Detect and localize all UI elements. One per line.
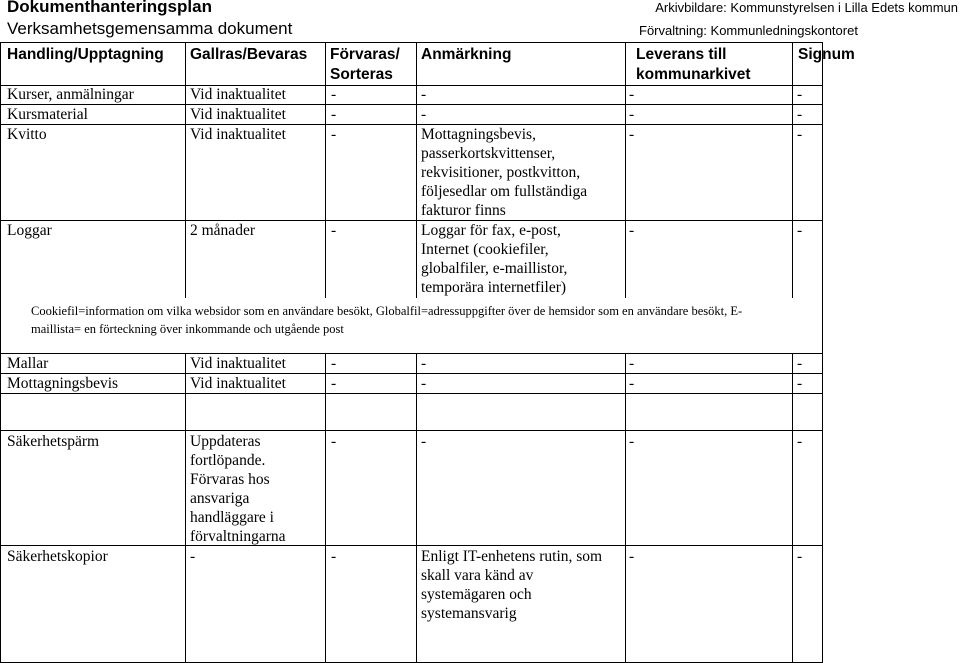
row-kursmaterial-signum: -	[797, 106, 803, 123]
row-sakerhetsparm-forvaras: -	[331, 433, 337, 450]
row-mallar-forvaras: -	[331, 355, 337, 372]
column-divider	[416, 42, 417, 298]
column-divider	[792, 353, 793, 663]
row-mottagningsbevis-handling: Mottagningsbevis	[7, 375, 119, 392]
anmarkning-line: Loggar för fax, e-post,	[421, 222, 561, 239]
row-sakerhetskopior-signum: -	[797, 548, 803, 565]
footnote-line-1: Cookiefil=information om vilka websidor som en användare besökt, Globalfil=adressuppgifter över de hemsidor som en användare besökt, E-	[31, 304, 743, 318]
row-sakerhetskopior-leverans: -	[629, 548, 635, 565]
document-title: Dokumenthanteringsplan	[7, 0, 212, 16]
gallras-line: Förvaras hos	[190, 471, 270, 488]
row-kursmaterial-forvaras: -	[331, 106, 337, 123]
row-sakerhetskopior-gallras: -	[190, 548, 196, 565]
document-subtitle: Verksamhetsgemensamma dokument	[7, 19, 293, 38]
row-sakerhetsparm-anmarkning: -	[421, 433, 427, 450]
row-mallar-handling: Mallar	[7, 355, 49, 372]
column-header-leverans: Leverans till	[636, 46, 727, 63]
column-divider	[625, 353, 626, 663]
row-mallar-gallras: Vid inaktualitet	[190, 355, 286, 372]
column-header-signum: Signum	[798, 46, 855, 63]
column-divider	[185, 353, 186, 663]
gallras-line: handläggare i	[190, 509, 274, 526]
row-kurser-gallras: Vid inaktualitet	[190, 86, 286, 103]
row-mallar-anmarkning: -	[421, 355, 427, 372]
gallras-line: Uppdateras	[190, 433, 261, 450]
anmarkning-line: Mottagningsbevis,	[421, 126, 536, 143]
row-sakerhetsparm-gallras	[190, 432, 286, 546]
row-kurser-handling: Kurser, anmälningar	[7, 86, 134, 103]
row-divider	[0, 220, 822, 221]
column-divider	[325, 353, 326, 663]
column-divider	[625, 42, 626, 298]
column-header-gallras: Gallras/Bevaras	[190, 46, 308, 63]
row-kurser-leverans: -	[629, 86, 635, 103]
row-loggar-signum: -	[797, 222, 803, 239]
row-divider	[0, 104, 822, 105]
column-header-forvaras-line2: Sorteras	[330, 66, 393, 83]
row-kurser-anmarkning: -	[421, 86, 427, 103]
row-kursmaterial-handling: Kursmaterial	[7, 106, 88, 123]
column-header-forvaras: Förvaras/	[330, 46, 400, 63]
row-divider	[0, 373, 822, 374]
row-kurser-signum: -	[797, 86, 803, 103]
column-divider	[325, 42, 326, 298]
anmarkning-line: systemansvarig	[421, 605, 517, 622]
gallras-line: förvaltningarna	[190, 528, 286, 545]
row-mottagningsbevis-leverans: -	[629, 375, 635, 392]
gallras-line: fortlöpande.	[190, 452, 266, 469]
row-kursmaterial-leverans: -	[629, 106, 635, 123]
row-kurser-forvaras: -	[331, 86, 337, 103]
column-header-handling: Handling/Upptagning	[7, 46, 164, 63]
anmarkning-line: Enligt IT-enhetens rutin, som	[421, 548, 603, 565]
column-divider	[416, 353, 417, 663]
anmarkning-line: systemägaren och	[421, 586, 532, 603]
anmarkning-line: skall vara känd av	[421, 567, 534, 584]
row-mottagningsbevis-anmarkning: -	[421, 375, 427, 392]
gallras-line: ansvariga	[190, 490, 250, 507]
column-header-anmarkning: Anmärkning	[421, 46, 512, 63]
row-sakerhetsparm-handling: Säkerhetspärm	[7, 433, 100, 450]
footnote-line-2: maillista= en förteckning över inkommande och utgående post	[31, 322, 344, 336]
anmarkning-line: följesedlar om fullständiga	[421, 183, 588, 200]
anmarkning-line: temporära internetfiler)	[421, 279, 567, 296]
row-loggar-anmarkning	[421, 221, 567, 297]
column-divider	[792, 42, 793, 298]
row-loggar-forvaras: -	[331, 222, 337, 239]
row-kursmaterial-gallras: Vid inaktualitet	[190, 106, 286, 123]
row-divider	[0, 124, 822, 125]
anmarkning-line: globalfiler, e-maillistor,	[421, 260, 568, 277]
row-mallar-signum: -	[797, 355, 803, 372]
anmarkning-line: rekvisitioner, postkvitton,	[421, 164, 581, 181]
administration: Förvaltning: Kommunledningskontoret	[639, 23, 858, 38]
table-top-border	[0, 42, 822, 43]
anmarkning-line: passerkortskvittenser,	[421, 145, 556, 162]
row-mottagningsbevis-gallras: Vid inaktualitet	[190, 375, 286, 392]
row-sakerhetskopior-forvaras: -	[331, 548, 337, 565]
row-kvitto-signum: -	[797, 126, 803, 143]
row-kvitto-handling: Kvitto	[7, 126, 47, 143]
row-sakerhetskopior-anmarkning	[421, 547, 602, 623]
column-divider	[185, 42, 186, 298]
row-divider	[0, 430, 822, 431]
row-kvitto-anmarkning	[421, 125, 587, 220]
row-mottagningsbevis-forvaras: -	[331, 375, 337, 392]
row-divider	[0, 393, 822, 394]
row-loggar-leverans: -	[629, 222, 635, 239]
anmarkning-line: fakturor finns	[421, 202, 506, 219]
table-left-border	[0, 42, 1, 663]
row-divider	[0, 545, 822, 546]
row-mottagningsbevis-signum: -	[797, 375, 803, 392]
row-kvitto-leverans: -	[629, 126, 635, 143]
row-loggar-gallras: 2 månader	[190, 222, 255, 239]
table-right-border	[822, 42, 823, 663]
row-sakerhetsparm-signum: -	[797, 433, 803, 450]
row-loggar-handling: Loggar	[7, 222, 52, 239]
row-kvitto-gallras: Vid inaktualitet	[190, 126, 286, 143]
row-sakerhetskopior-handling: Säkerhetskopior	[7, 548, 108, 565]
anmarkning-line: Internet (cookiefiler,	[421, 241, 549, 258]
row-mallar-leverans: -	[629, 355, 635, 372]
row-divider	[0, 353, 822, 354]
row-kvitto-forvaras: -	[331, 126, 337, 143]
row-sakerhetsparm-leverans: -	[629, 433, 635, 450]
column-header-leverans-line2: kommunarkivet	[636, 66, 751, 83]
row-kursmaterial-anmarkning: -	[421, 106, 427, 123]
archive-creator: Arkivbildare: Kommunstyrelsen i Lilla Edets kommun	[655, 0, 958, 15]
